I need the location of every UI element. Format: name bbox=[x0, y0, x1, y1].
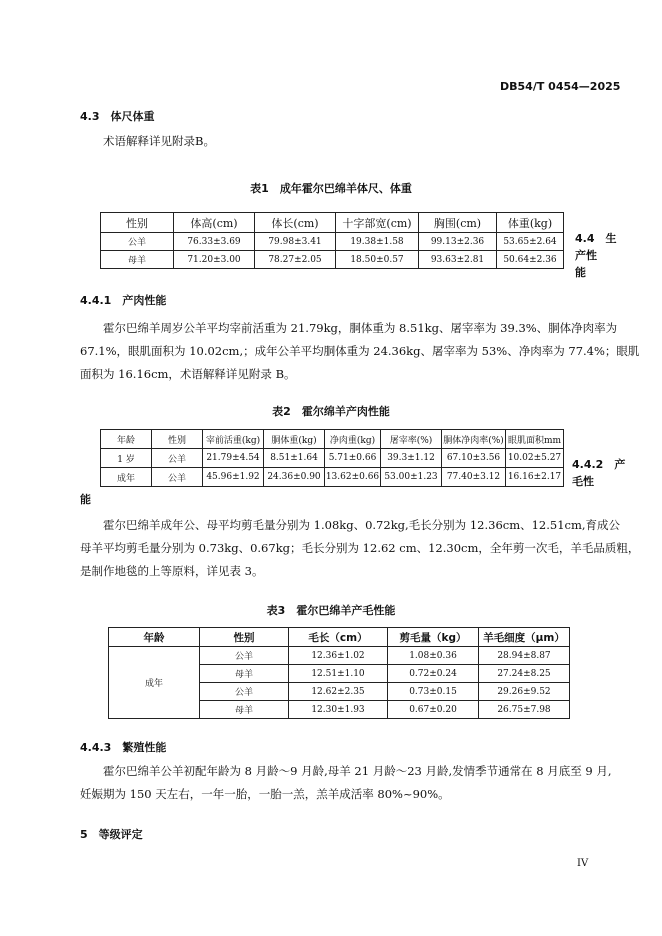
table3-cell: 公羊 bbox=[200, 683, 289, 701]
table1-cell: 19.38±1.58 bbox=[336, 233, 419, 251]
table2-cell: 5.71±0.66 bbox=[325, 449, 381, 468]
table3-cell: 12.62±2.35 bbox=[289, 683, 388, 701]
table1-cell: 78.27±2.05 bbox=[255, 251, 336, 269]
section-4-4-2-line: 能 bbox=[80, 493, 91, 506]
section-4-4-1-paragraph bbox=[80, 317, 640, 386]
table-row bbox=[101, 449, 564, 468]
table3 bbox=[108, 627, 570, 719]
paragraph-line: 67.1%，眼肌面积为 10.02cm,；成年公羊平均胴体重为 24.36kg、屠宰率为 53%、净肉率为 77.4%；眼肌 bbox=[80, 344, 640, 358]
table3-header: 毛长（cm） bbox=[289, 628, 388, 647]
section-4-4-2-heading bbox=[572, 456, 625, 490]
table3-cell: 0.67±0.20 bbox=[388, 701, 479, 719]
table3-header: 羊毛细度（μm） bbox=[479, 628, 570, 647]
table2-cell: 1 岁 bbox=[101, 449, 152, 468]
standard-code: DB54/T 0454—2025 bbox=[500, 80, 621, 93]
table2-cell: 公羊 bbox=[152, 449, 203, 468]
table2-header-row bbox=[101, 430, 564, 449]
table-row bbox=[101, 233, 564, 251]
paragraph-line: 霍尔巴绵羊成年公、母平均剪毛量分别为 1.08kg、0.72kg,毛长分别为 12.36cm、12.51cm,育成公 bbox=[103, 518, 621, 532]
table3-caption: 表3 霍尔巴绵羊产毛性能 bbox=[266, 604, 396, 617]
table1-header: 体重(kg) bbox=[497, 213, 564, 233]
table1-cell: 99.13±2.36 bbox=[419, 233, 497, 251]
section-4-4-line: 能 bbox=[575, 266, 586, 279]
table2-header: 胴体重(kg) bbox=[264, 430, 325, 449]
table3-cell: 1.08±0.36 bbox=[388, 647, 479, 665]
table2-cell: 67.10±3.56 bbox=[442, 449, 506, 468]
table3-header: 年龄 bbox=[109, 628, 200, 647]
table3-header-row bbox=[109, 628, 570, 647]
section-4-4-2-paragraph bbox=[80, 514, 640, 583]
table2-cell: 21.79±4.54 bbox=[203, 449, 264, 468]
table1-cell: 母羊 bbox=[101, 251, 174, 269]
table3-age-cell: 成年 bbox=[109, 647, 200, 719]
table2-cell: 53.00±1.23 bbox=[381, 468, 442, 487]
table2-cell: 24.36±0.90 bbox=[264, 468, 325, 487]
table3-cell: 12.36±1.02 bbox=[289, 647, 388, 665]
table-row bbox=[101, 251, 564, 269]
table2-header: 宰前活重(kg) bbox=[203, 430, 264, 449]
section-4-4-1-heading: 4.4.1 产肉性能 bbox=[80, 294, 167, 307]
table3-header: 性别 bbox=[200, 628, 289, 647]
table1-cell: 18.50±0.57 bbox=[336, 251, 419, 269]
table3-cell: 27.24±8.25 bbox=[479, 665, 570, 683]
table3-cell: 26.75±7.98 bbox=[479, 701, 570, 719]
table3-cell: 公羊 bbox=[200, 647, 289, 665]
table1-header: 性别 bbox=[101, 213, 174, 233]
section-4-4-3-paragraph bbox=[80, 760, 612, 806]
table1-header-row bbox=[101, 213, 564, 233]
table3-cell: 28.94±8.87 bbox=[479, 647, 570, 665]
table2 bbox=[100, 429, 564, 487]
table2-cell: 45.96±1.92 bbox=[203, 468, 264, 487]
table2-cell: 77.40±3.12 bbox=[442, 468, 506, 487]
table3-cell: 0.72±0.24 bbox=[388, 665, 479, 683]
table2-header: 性别 bbox=[152, 430, 203, 449]
section-4-4-2-line: 毛性 bbox=[572, 475, 594, 488]
table1-cell: 76.33±3.69 bbox=[174, 233, 255, 251]
table2-cell: 成年 bbox=[101, 468, 152, 487]
table3-cell: 29.26±9.52 bbox=[479, 683, 570, 701]
table1-cell: 79.98±3.41 bbox=[255, 233, 336, 251]
table1-caption: 表1 成年霍尔巴绵羊体尺、体重 bbox=[250, 182, 412, 195]
table3-cell: 12.30±1.93 bbox=[289, 701, 388, 719]
paragraph-line: 霍尔巴绵羊周岁公羊平均宰前活重为 21.79kg，胴体重为 8.51kg、屠宰率为 39.3%、胴体净肉率为 bbox=[103, 321, 618, 335]
section-4-4-line: 产性 bbox=[575, 249, 597, 262]
table3-cell: 12.51±1.10 bbox=[289, 665, 388, 683]
paragraph-line: 霍尔巴绵羊公羊初配年龄为 8 月龄～9 月龄,母羊 21 月龄～23 月龄,发情季节通常在 8 月底至 9 月, bbox=[103, 764, 612, 778]
table1-cell: 公羊 bbox=[101, 233, 174, 251]
table1-header: 胸围(cm) bbox=[419, 213, 497, 233]
table1-cell: 50.64±2.36 bbox=[497, 251, 564, 269]
table2-cell: 8.51±1.64 bbox=[264, 449, 325, 468]
paragraph-line: 妊娠期为 150 天左右，一年一胎，一胎一羔，羔羊成活率 80%~90%。 bbox=[80, 787, 450, 801]
section-5-heading: 5 等级评定 bbox=[80, 828, 143, 841]
table-row bbox=[109, 647, 570, 665]
table1-header: 体长(cm) bbox=[255, 213, 336, 233]
table1-header: 体高(cm) bbox=[174, 213, 255, 233]
section-4-4-2-line: 4.4.2 产 bbox=[572, 458, 626, 471]
table2-header: 胴体净肉率(%) bbox=[442, 430, 506, 449]
paragraph-line: 是制作地毯的上等原料，详见表 3。 bbox=[80, 564, 264, 578]
table3-cell: 0.73±0.15 bbox=[388, 683, 479, 701]
table3-header: 剪毛量（kg） bbox=[388, 628, 479, 647]
section-4-3-heading: 4.3 体尺体重 bbox=[80, 110, 155, 123]
table2-cell: 公羊 bbox=[152, 468, 203, 487]
section-4-3-note: 术语解释详见附录B。 bbox=[103, 134, 215, 148]
table2-cell: 16.16±2.17 bbox=[506, 468, 564, 487]
table2-header: 年龄 bbox=[101, 430, 152, 449]
section-4-4-3-heading: 4.4.3 繁殖性能 bbox=[80, 741, 167, 754]
table3-cell: 母羊 bbox=[200, 701, 289, 719]
table2-cell: 10.02±5.27 bbox=[506, 449, 564, 468]
table2-header: 屠宰率(%) bbox=[381, 430, 442, 449]
table3-cell: 母羊 bbox=[200, 665, 289, 683]
table1-header: 十字部宽(cm) bbox=[336, 213, 419, 233]
table-row bbox=[101, 468, 564, 487]
page-number: IV bbox=[577, 858, 589, 869]
table2-header: 净肉重(kg) bbox=[325, 430, 381, 449]
table2-cell: 39.3±1.12 bbox=[381, 449, 442, 468]
paragraph-line: 母羊平均剪毛量分别为 0.73kg、0.67kg；毛长分别为 12.62 cm、12.30cm，全年剪一次毛，羊毛品质粗， bbox=[80, 541, 640, 555]
table2-header: 眼肌面积mm bbox=[506, 430, 564, 449]
table1-cell: 53.65±2.64 bbox=[497, 233, 564, 251]
table2-cell: 13.62±0.66 bbox=[325, 468, 381, 487]
section-4-4-heading bbox=[575, 230, 617, 281]
table1 bbox=[100, 212, 564, 269]
table1-cell: 93.63±2.81 bbox=[419, 251, 497, 269]
table1-cell: 71.20±3.00 bbox=[174, 251, 255, 269]
table2-caption: 表2 霍尔绵羊产肉性能 bbox=[272, 405, 390, 418]
paragraph-line: 面积为 16.16cm，术语解释详见附录 B。 bbox=[80, 367, 296, 381]
section-4-4-line: 4.4 生 bbox=[575, 232, 617, 245]
